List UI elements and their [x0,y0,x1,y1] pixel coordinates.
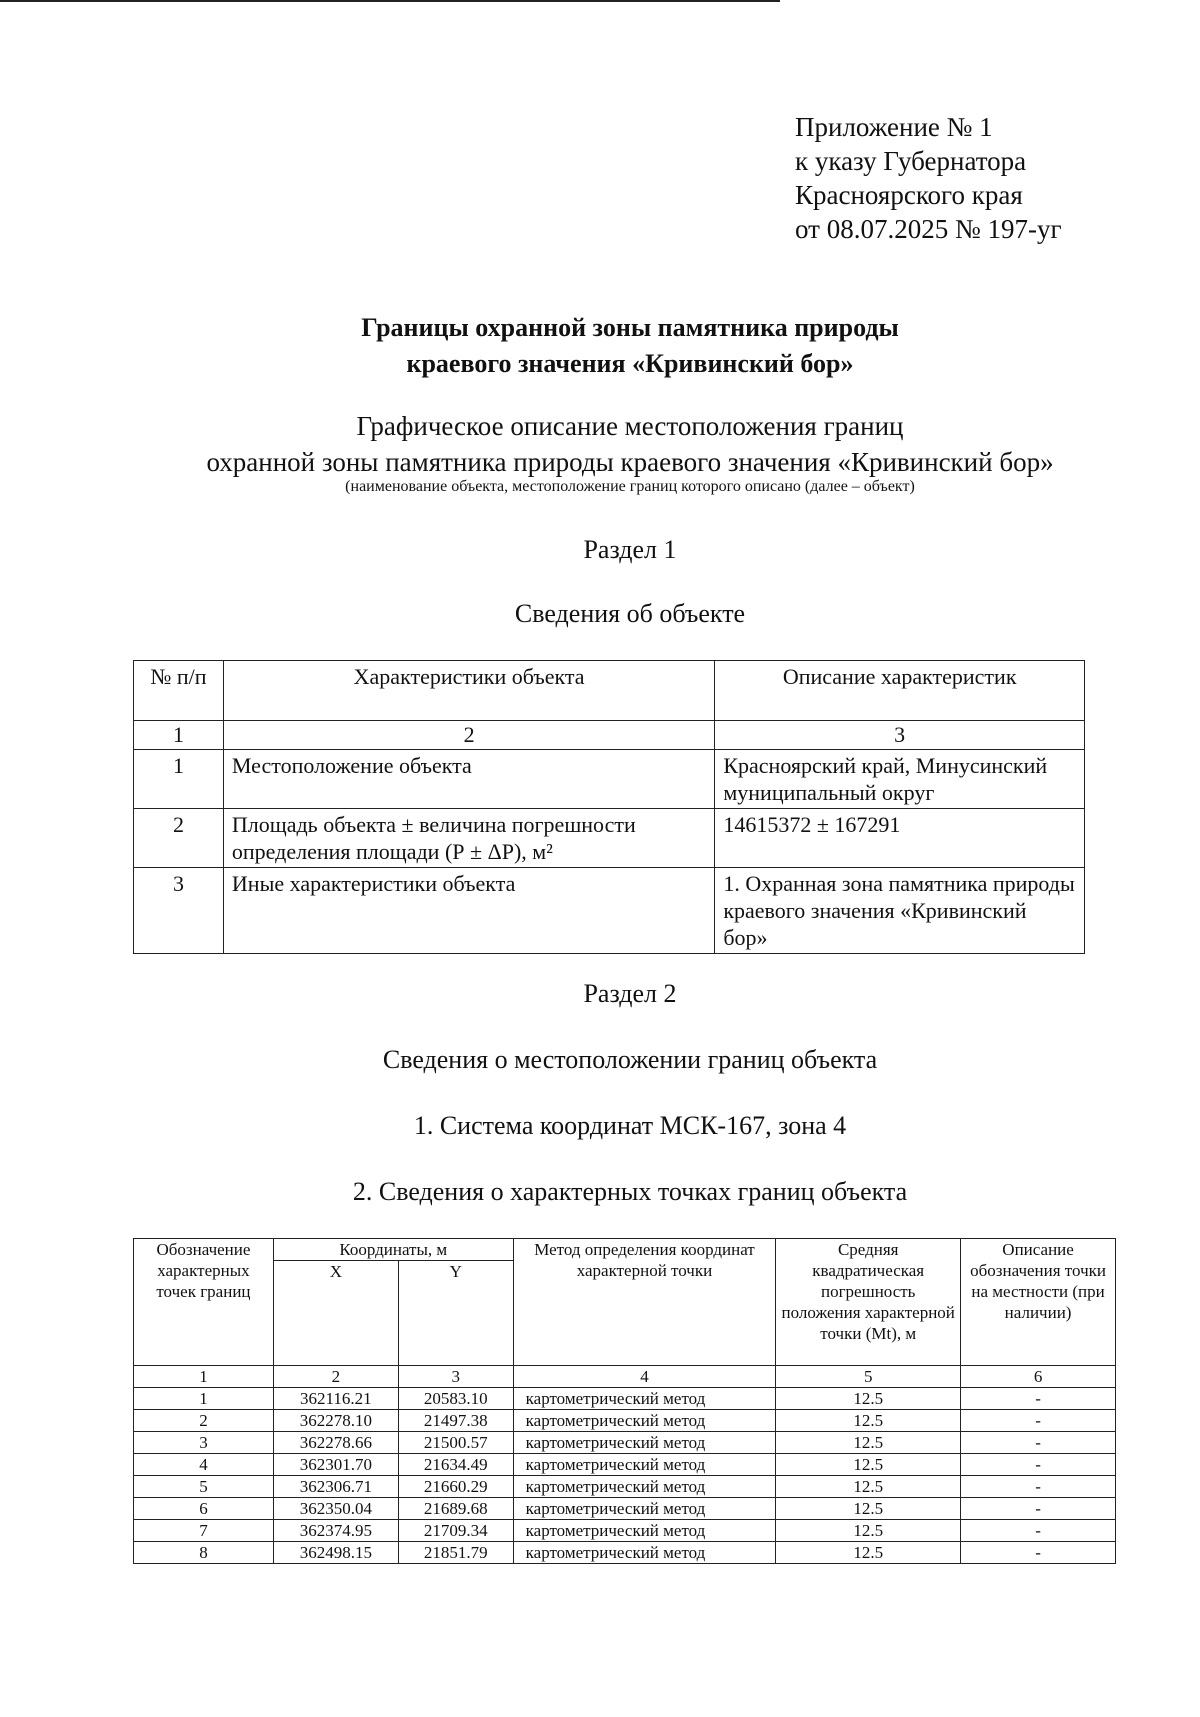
point-y: 21497.38 [398,1410,513,1432]
row-characteristic: Иные характеристики объекта [223,868,714,954]
table-row [134,1520,1116,1542]
row-description: 1. Охранная зона памятника природы краевого значения «Кривинский бор» [715,868,1085,954]
header-x: X [273,1261,398,1366]
point-x: 362116.21 [273,1388,398,1410]
point-x: 362350.04 [273,1498,398,1520]
header-y: Y [398,1261,513,1366]
appendix-line-2: к указу Губернатора [795,146,1027,176]
point-description: - [961,1520,1116,1542]
point-y: 21500.57 [398,1432,513,1454]
point-method: картометрический метод [513,1498,776,1520]
point-error: 12.5 [776,1520,961,1542]
point-description: - [961,1454,1116,1476]
point-description: - [961,1432,1116,1454]
header-coordinates: Координаты, м [273,1239,513,1261]
point-error: 12.5 [776,1454,961,1476]
title-line-1: Границы охранной зоны памятника природы [361,313,899,342]
table-row [134,750,1085,809]
appendix-line-3: Красноярского края [795,180,1023,210]
table-row [134,868,1085,954]
point-id: 1 [134,1388,274,1410]
point-x: 362301.70 [273,1454,398,1476]
point-description: - [961,1388,1116,1410]
point-id: 2 [134,1410,274,1432]
point-error: 12.5 [776,1388,961,1410]
table-row [134,1476,1116,1498]
numbering-cell: 5 [776,1366,961,1388]
subtitle-line-1: Графическое описание местоположения границ [356,411,904,441]
table-row [134,1498,1116,1520]
points-heading: 2. Сведения о характерных точках границ объекта [352,1177,908,1206]
point-y: 20583.10 [398,1388,513,1410]
row-description: Красноярский край, Минусинский муниципальный округ [715,750,1085,809]
row-num: 1 [134,750,224,809]
point-error: 12.5 [776,1498,961,1520]
table-row [134,1542,1116,1564]
point-method: картометрический метод [513,1432,776,1454]
table-row [134,809,1085,868]
appendix-line-4: от 08.07.2025 № 197-уг [795,214,1062,244]
point-x: 362278.66 [273,1432,398,1454]
section1-subheading: Сведения об объекте [514,599,746,628]
point-method: картометрический метод [513,1410,776,1432]
point-y: 21660.29 [398,1476,513,1498]
point-error: 12.5 [776,1476,961,1498]
row-characteristic: Местоположение объекта [223,750,714,809]
row-description: 14615372 ± 167291 [715,809,1085,868]
top-rule [0,0,780,2]
boundary-points-table [133,1238,1116,1564]
object-info-table [133,660,1085,954]
point-method: картометрический метод [513,1520,776,1542]
point-id: 6 [134,1498,274,1520]
numbering-cell: 1 [134,1366,274,1388]
document-title [0,310,1200,382]
header-point-description: Описание обозначения точки на местности (при наличии) [961,1239,1116,1366]
point-error: 12.5 [776,1410,961,1432]
table-header-row [134,661,1085,721]
table-numbering-row [134,721,1085,750]
appendix-line-1: Приложение № 1 [795,112,993,142]
section2-subheading: Сведения о местоположении границ объекта [382,1045,878,1074]
header-method: Метод определения координат характерной точки [513,1239,776,1366]
point-x: 362306.71 [273,1476,398,1498]
point-id: 8 [134,1542,274,1564]
appendix-block [795,110,1062,246]
numbering-cell: 3 [715,721,1085,750]
numbering-cell: 4 [513,1366,776,1388]
row-characteristic: Площадь объекта ± величина погрешности определения площади (Р ± ΔР), м² [223,809,714,868]
table-row [134,1410,1116,1432]
point-description: - [961,1476,1116,1498]
table-row [134,1454,1116,1476]
row-num: 2 [134,809,224,868]
numbering-cell: 2 [273,1366,398,1388]
title-line-2: краевого значения «Кривинский бор» [406,349,854,378]
points-header-row [134,1239,1116,1261]
point-id: 3 [134,1432,274,1454]
point-x: 362374.95 [273,1520,398,1542]
section1-heading: Раздел 1 [583,535,677,564]
header-num: № п/п [134,661,224,721]
coordinate-system: 1. Система координат МСК-167, зона 4 [413,1111,847,1140]
point-y: 21709.34 [398,1520,513,1542]
header-point: Обозначение характерных точек границ [134,1239,274,1366]
point-id: 7 [134,1520,274,1542]
point-y: 21851.79 [398,1542,513,1564]
numbering-cell: 3 [398,1366,513,1388]
numbering-cell: 6 [961,1366,1116,1388]
point-description: - [961,1410,1116,1432]
point-method: картометрический метод [513,1542,776,1564]
point-x: 362498.15 [273,1542,398,1564]
point-error: 12.5 [776,1542,961,1564]
point-id: 5 [134,1476,274,1498]
point-method: картометрический метод [513,1476,776,1498]
header-description: Описание характеристик [715,661,1085,721]
point-y: 21689.68 [398,1498,513,1520]
header-error: Средняя квадратическая погрешность положения характерной точки (Mt), м [776,1239,961,1366]
table-row [134,1432,1116,1454]
point-error: 12.5 [776,1432,961,1454]
subtitle-note: (наименование объекта, местоположение границ которого описано (далее – объект) [345,478,915,495]
point-x: 362278.10 [273,1410,398,1432]
subtitle-line-2: охранной зоны памятника природы краевого значения «Кривинский бор» [206,447,1054,477]
numbering-cell: 2 [223,721,714,750]
header-characteristics: Характеристики объекта [223,661,714,721]
point-description: - [961,1498,1116,1520]
table-row [134,1388,1116,1410]
numbering-cell: 1 [134,721,224,750]
point-method: картометрический метод [513,1454,776,1476]
document-subtitle [0,408,1200,480]
section2-heading: Раздел 2 [583,979,677,1008]
row-num: 3 [134,868,224,954]
point-y: 21634.49 [398,1454,513,1476]
point-description: - [961,1542,1116,1564]
points-numbering-row [134,1366,1116,1388]
point-method: картометрический метод [513,1388,776,1410]
point-id: 4 [134,1454,274,1476]
